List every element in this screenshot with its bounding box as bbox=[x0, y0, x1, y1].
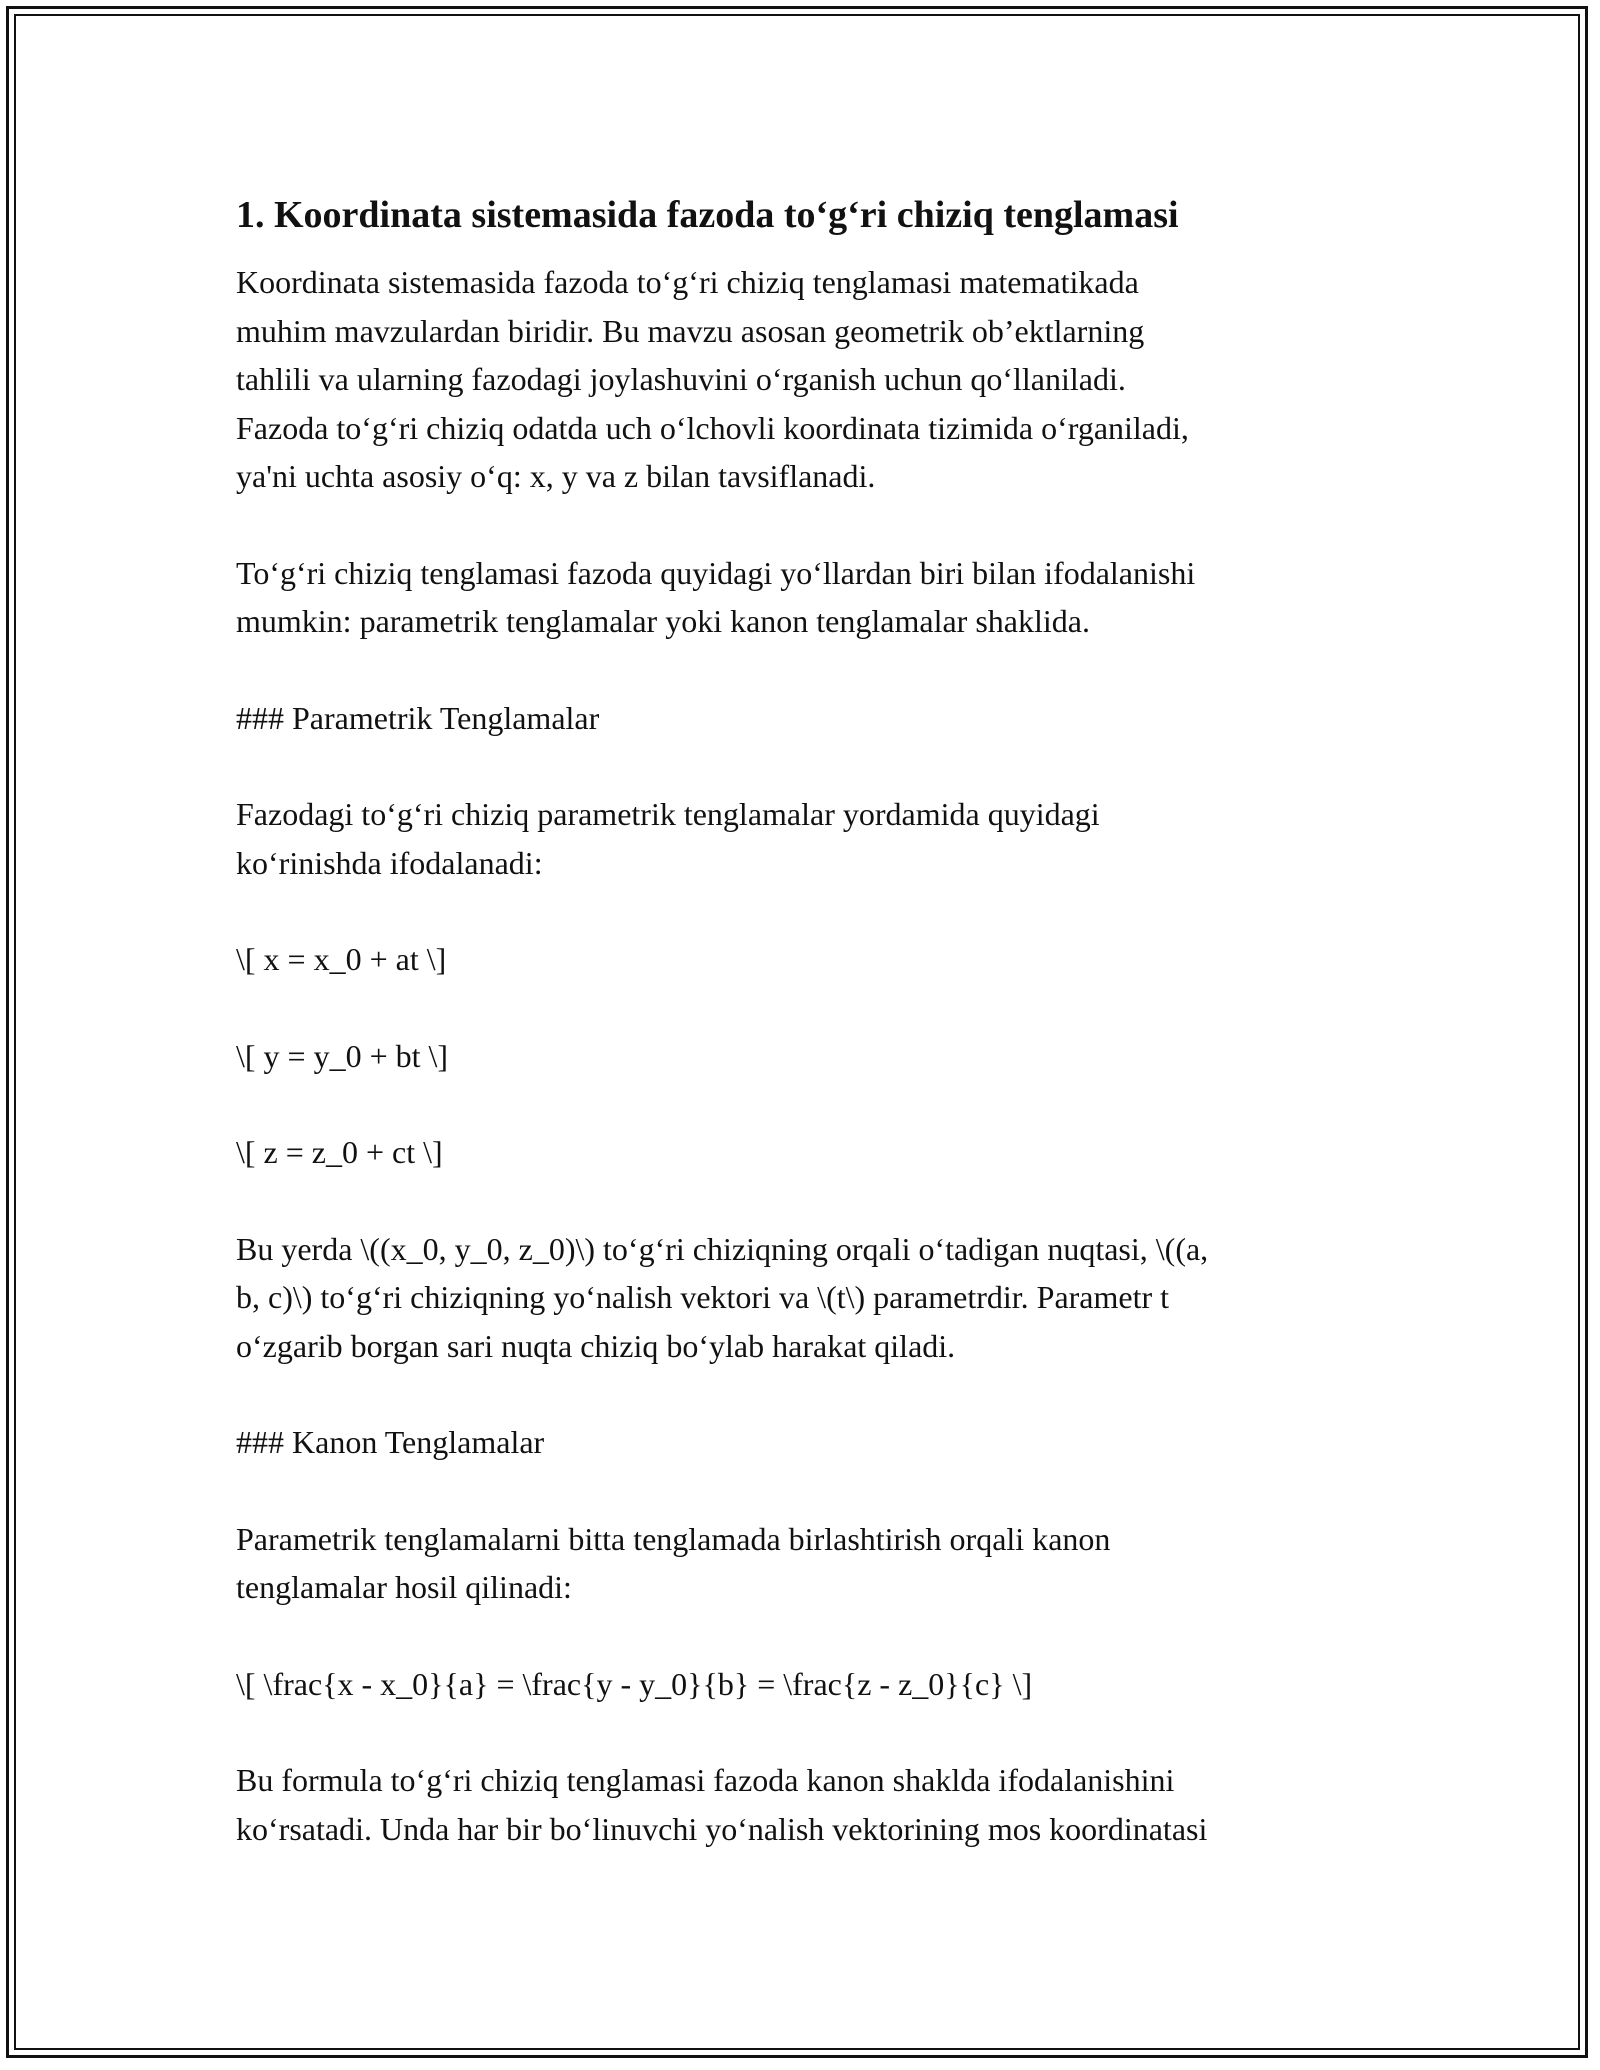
text-line: Fazodagi to‘g‘ri chiziq parametrik tenglamalar yordamida quyidagi bbox=[236, 796, 1100, 832]
text-line: tahlili va ularning fazodagi joylashuvini o‘rganish uchun qo‘llaniladi. bbox=[236, 361, 1126, 397]
equation-x bbox=[236, 935, 1366, 984]
spacer bbox=[236, 984, 1366, 1032]
text-line: ya'ni uchta asosiy o‘q: x, y va z bilan tavsiflanadi. bbox=[236, 458, 876, 494]
text-line: ko‘rsatadi. Unda har bir bo‘linuvchi yo‘nalish vektorining mos koordinatasi bbox=[236, 1810, 1208, 1847]
text-line: Bu yerda \((x_0, y_0, z_0)\) to‘g‘ri chiziqning orqali o‘tadigan nuqtasi, \((a, bbox=[236, 1230, 1209, 1267]
intro-paragraph bbox=[236, 258, 1366, 501]
text-line: To‘g‘ri chiziq tenglamasi fazoda quyidagi yo‘llardan biri bilan ifodalanishi bbox=[236, 554, 1196, 591]
document-body bbox=[236, 186, 1366, 1853]
spacer bbox=[236, 1467, 1366, 1515]
spacer bbox=[236, 742, 1366, 790]
equation-text: \[ z = z_0 + ct \] bbox=[236, 1134, 443, 1170]
text-line: Fazoda to‘g‘ri chiziq odatda uch o‘lchovli koordinata tizimida o‘rganiladi, bbox=[236, 409, 1189, 446]
text-line: ko‘rinishda ifodalanadi: bbox=[236, 844, 543, 881]
page-title: 1. Koordinata sistemasida fazoda to‘g‘ri chiziq tenglamasi bbox=[236, 194, 1179, 236]
spacer bbox=[236, 1177, 1366, 1225]
explanation-paragraph bbox=[236, 1225, 1366, 1371]
spacer bbox=[236, 244, 1366, 258]
canonical-heading bbox=[236, 1418, 1366, 1467]
equation-z bbox=[236, 1128, 1366, 1177]
spacer bbox=[236, 887, 1366, 935]
equation-y bbox=[236, 1032, 1366, 1081]
text-line: tenglamalar hosil qilinadi: bbox=[236, 1569, 572, 1605]
canonical-equation bbox=[236, 1660, 1366, 1709]
spacer bbox=[236, 646, 1366, 694]
spacer bbox=[236, 1370, 1366, 1418]
spacer bbox=[236, 501, 1366, 549]
spacer bbox=[236, 1612, 1366, 1660]
heading-text: ### Kanon Tenglamalar bbox=[236, 1424, 545, 1460]
equation-text: \[ y = y_0 + bt \] bbox=[236, 1037, 449, 1074]
text-line: Koordinata sistemasida fazoda to‘g‘ri chiziq tenglamasi matematikada bbox=[236, 264, 1139, 300]
heading-text: ### Parametrik Tenglamalar bbox=[236, 699, 600, 736]
text-line: muhim mavzulardan biridir. Bu mavzu asosan geometrik ob’ektlarning bbox=[236, 312, 1145, 349]
equation-text: \[ \frac{x - x_0}{a} = \frac{y - y_0}{b} = \frac{z - z_0}{c} \] bbox=[236, 1665, 1033, 1702]
closing-paragraph bbox=[236, 1756, 1366, 1853]
text-line: b, c)\) to‘g‘ri chiziqning yo‘nalish vektori va \(t\) parametrdir. Parametr t bbox=[236, 1279, 1170, 1315]
equation-text: \[ x = x_0 + at \] bbox=[236, 941, 447, 977]
spacer bbox=[236, 1708, 1366, 1756]
forms-paragraph bbox=[236, 549, 1366, 646]
spacer bbox=[236, 1080, 1366, 1128]
text-line: mumkin: parametrik tenglamalar yoki kanon tenglamalar shaklida. bbox=[236, 603, 1090, 639]
parametric-intro-paragraph bbox=[236, 790, 1366, 887]
text-line: Bu formula to‘g‘ri chiziq tenglamasi fazoda kanon shaklda ifodalanishini bbox=[236, 1762, 1175, 1798]
text-line: Parametrik tenglamalarni bitta tenglamada birlashtirish orqali kanon bbox=[236, 1520, 1111, 1557]
canonical-intro-paragraph bbox=[236, 1515, 1366, 1612]
parametric-heading bbox=[236, 694, 1366, 743]
text-line: o‘zgarib borgan sari nuqta chiziq bo‘ylab harakat qiladi. bbox=[236, 1327, 956, 1364]
